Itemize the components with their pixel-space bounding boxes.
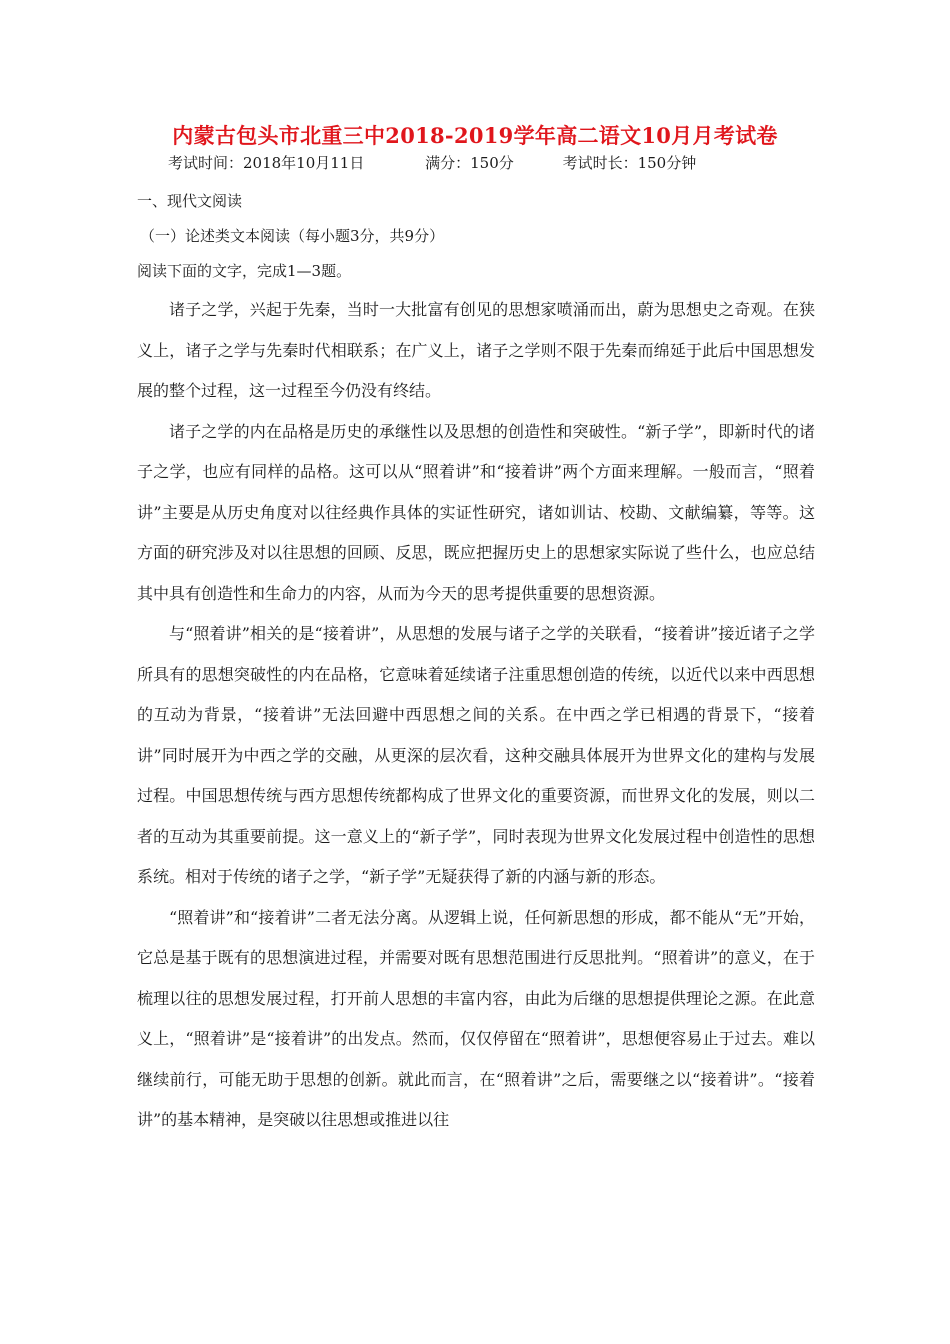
passage-paragraph-2: 诸子之学的内在品格是历史的承继性以及思想的创造性和突破性。“新子学”，即新时代的诸子之学，也应有同样的品格。这可以从“照着讲”和“接着讲”两个方面来理解。一般而言，“照着讲”主要是从历史角度对以往经典作具体的实证性研究，诸如训诂、校勘、文献编纂，等等。这方面的研究涉及对以往思想的回顾、反思，既应把握历史上的思想家实际说了些什么，也应总结其中具有创造性和生命力的内容，从而为今天的思考提供重要的思想资源。: [137, 421, 815, 603]
subsection-heading: （一）论述类文本阅读（每小题3分，共9分）: [140, 227, 445, 245]
page-title: 内蒙古包头市北重三中2018-2019学年高二语文10月月考试卷: [172, 123, 778, 148]
exam-time: 考试时间：2018年10月11日: [168, 154, 365, 172]
exam-meta: [168, 152, 696, 173]
passage-paragraph-3: 与“照着讲”相关的是“接着讲”，从思想的发展与诸子之学的关联看，“接着讲”接近诸子之学所具有的思想突破性的内在品格，它意味着延续诸子注重思想创造的传统，以近代以来中西思想的互动为背景，“接着讲”无法回避中西思想之间的关系。在中西之学已相遇的背景下，“接着讲”同时展开为中西之学的交融，从更深的层次看，这种交融具体展开为世界文化的建构与发展过程。中国思想传统与西方思想传统都构成了世界文化的重要资源，而世界文化的发展，则以二者的互动为其重要前提。这一意义上的“新子学”，同时表现为世界文化发展过程中创造性的思想系统。相对于传统的诸子之学，“新子学”无疑获得了新的内涵与新的形态。: [137, 624, 815, 886]
reading-passage: [137, 290, 815, 1141]
passage-paragraph-1: 诸子之学，兴起于先秦，当时一大批富有创见的思想家喷涌而出，蔚为思想史之奇观。在狭义上，诸子之学与先秦时代相联系；在广义上，诸子之学则不限于先秦而绵延于此后中国思想发展的整个过程，这一过程至今仍没有终结。: [137, 300, 815, 400]
full-score: 满分：150分: [425, 154, 514, 172]
exam-duration: 考试时长：150分钟: [562, 154, 697, 172]
passage-paragraph-4: “照着讲”和“接着讲”二者无法分离。从逻辑上说，任何新思想的形成，都不能从“无”开始，它总是基于既有的思想演进过程，并需要对既有思想范围进行反思批判。“照着讲”的意义，在于梳理以往的思想发展过程，打开前人思想的丰富内容，由此为后继的思想提供理论之源。在此意义上，“照着讲”是“接着讲”的出发点。然而，仅仅停留在“照着讲”，思想便容易止于过去。难以继续前行，可能无助于思想的创新。就此而言，在“照着讲”之后，需要继之以“接着讲”。“接着讲”的基本精神，是突破以往思想或推进以往: [137, 907, 815, 1129]
section-heading: 一、现代文阅读: [137, 192, 243, 210]
reading-instruction: 阅读下面的文字，完成1—3题。: [137, 262, 352, 280]
